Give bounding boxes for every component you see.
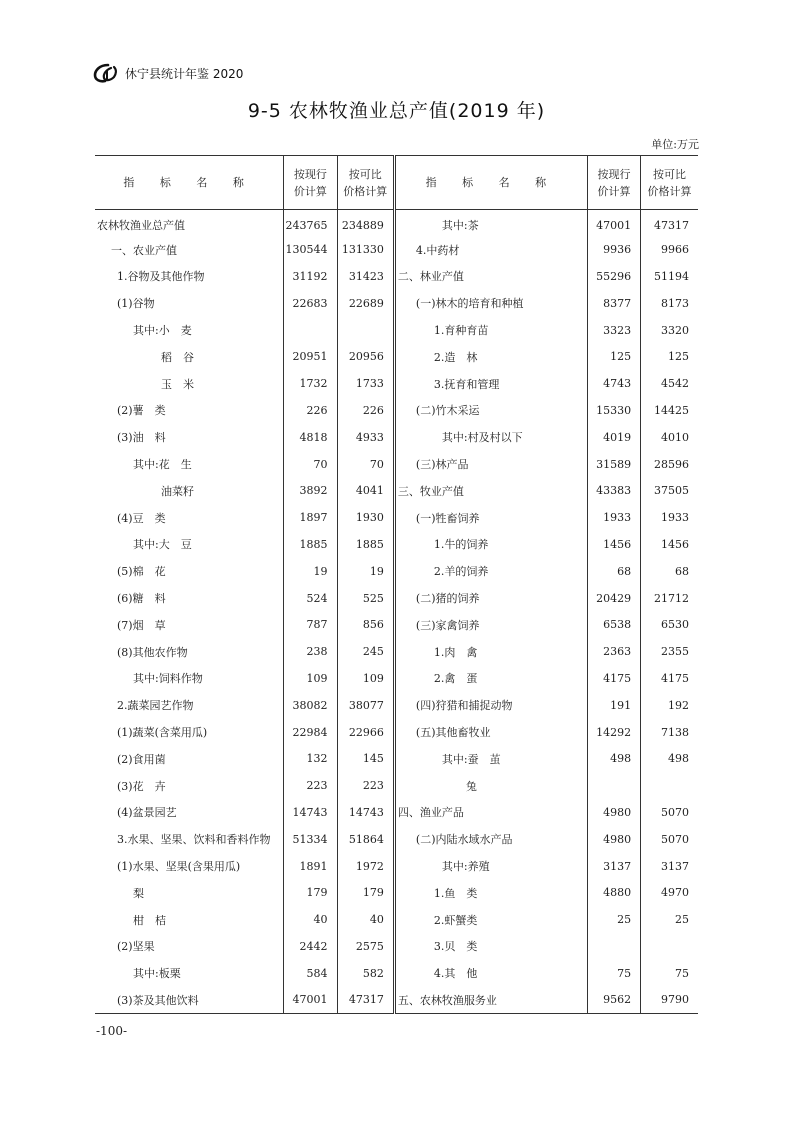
current-price-value: 238: [284, 638, 337, 665]
current-price-value: 1933: [587, 504, 640, 531]
comparable-price-value: 145: [337, 745, 394, 772]
table-row: [95, 745, 698, 772]
comparable-price-value: 1733: [337, 370, 394, 397]
current-price-value: 191: [587, 692, 640, 719]
current-price-value: 51334: [284, 826, 337, 853]
indicator-name: (五)其他畜牧业: [394, 719, 587, 746]
indicator-name: (1)谷物: [95, 290, 284, 317]
comparable-price-value: 234889: [337, 210, 394, 237]
comparable-price-value: 1885: [337, 531, 394, 558]
indicator-name: (3)花 卉: [95, 772, 284, 799]
current-price-value: 19: [284, 558, 337, 585]
current-price-value: 125: [587, 343, 640, 370]
comparable-price-value: 70: [337, 451, 394, 478]
current-price-value: 22683: [284, 290, 337, 317]
current-price-value: 1897: [284, 504, 337, 531]
comparable-price-value: 4175: [661, 671, 689, 685]
column-header-comparable-price: 按可比 价格计算: [641, 156, 698, 210]
comparable-price-value: 47317: [654, 218, 689, 232]
table-row: [95, 853, 698, 880]
current-price-value: 498: [587, 745, 640, 772]
indicator-name: 柑 桔: [95, 906, 284, 933]
indicator-name: (3)茶及其他饮料: [95, 987, 284, 1014]
current-price-value: 9936: [587, 236, 640, 263]
comparable-price-value: 3320: [661, 323, 689, 337]
current-price-value: 243765: [284, 210, 337, 237]
current-price-value: 4880: [587, 879, 640, 906]
current-price-value: 14743: [284, 799, 337, 826]
indicator-name: (4)盆景园艺: [95, 799, 284, 826]
indicator-name: 其中:村及村以下: [394, 424, 587, 451]
yearbook-logo-icon: [93, 62, 119, 84]
current-price-value: 4019: [587, 424, 640, 451]
current-price-value: 8377: [587, 290, 640, 317]
current-price-value: [587, 772, 640, 799]
comparable-price-value: 6530: [661, 618, 689, 632]
output-value-table: [95, 155, 698, 1014]
column-header-current-price: 按现行 价计算: [587, 156, 640, 210]
current-price-value: 22984: [284, 719, 337, 746]
comparable-price-value: 226: [337, 397, 394, 424]
comparable-price-value: 131330: [337, 236, 394, 263]
indicator-name: (4)豆 类: [95, 504, 284, 531]
table-row: [95, 611, 698, 638]
comparable-price-value: 1930: [337, 504, 394, 531]
table-row: [95, 290, 698, 317]
current-price-value: 132: [284, 745, 337, 772]
table-row: [95, 558, 698, 585]
table-row: [95, 451, 698, 478]
indicator-name: 兔: [394, 772, 587, 799]
comparable-price-value: 51864: [337, 826, 394, 853]
column-header-current-price: 按现行 价计算: [284, 156, 337, 210]
comparable-price-value: 28596: [654, 457, 689, 471]
indicator-name: 其中:小 麦: [95, 317, 284, 344]
table-row: [95, 638, 698, 665]
comparable-price-value: 179: [337, 879, 394, 906]
column-header-name: 指 标 名 称: [95, 156, 284, 210]
indicator-name: 1.育种育苗: [394, 317, 587, 344]
table-row: [95, 987, 698, 1014]
indicator-name: (二)内陆水域水产品: [394, 826, 587, 853]
comparable-price-value: 4970: [661, 886, 689, 900]
indicator-name: 梨: [95, 879, 284, 906]
indicator-name: 2.禽 蛋: [394, 665, 587, 692]
indicator-name: 1.鱼 类: [394, 879, 587, 906]
indicator-name: (2)坚果: [95, 933, 284, 960]
table-row: [95, 531, 698, 558]
comparable-price-value: 4041: [337, 477, 394, 504]
comparable-price-value: 192: [668, 698, 689, 712]
table-row: [95, 236, 698, 263]
indicator-name: 稻 谷: [95, 343, 284, 370]
indicator-name: 其中:茶: [394, 210, 587, 237]
comparable-price-value: [641, 933, 698, 960]
indicator-name: 农林牧渔业总产值: [95, 210, 284, 237]
table-row: [95, 665, 698, 692]
table-row: [95, 799, 698, 826]
current-price-value: 9562: [587, 987, 640, 1014]
comparable-price-value: 21712: [654, 591, 689, 605]
table-row: [95, 370, 698, 397]
page-number: -100-: [96, 1024, 128, 1038]
page-header: [93, 62, 243, 84]
indicator-name: (二)竹木采运: [394, 397, 587, 424]
current-price-value: 1732: [284, 370, 337, 397]
comparable-price-value: 2355: [661, 645, 689, 659]
current-price-value: 43383: [587, 477, 640, 504]
indicator-name: (1)水果、坚果(含果用瓜): [95, 853, 284, 880]
current-price-value: 2363: [587, 638, 640, 665]
current-price-value: 4175: [587, 665, 640, 692]
table-row: [95, 692, 698, 719]
table-body: [95, 210, 698, 1014]
comparable-price-value: 125: [668, 350, 689, 364]
comparable-price-value: 9790: [641, 987, 698, 1014]
indicator-name: 其中:大 豆: [95, 531, 284, 558]
indicator-name: (5)棉 花: [95, 558, 284, 585]
current-price-value: 2442: [284, 933, 337, 960]
current-price-value: 14292: [587, 719, 640, 746]
current-price-value: 1456: [587, 531, 640, 558]
comparable-price-value: 7138: [661, 725, 689, 739]
current-price-value: 20429: [587, 585, 640, 612]
table-row: [95, 343, 698, 370]
comparable-price-value: 38077: [337, 692, 394, 719]
comparable-price-value: [641, 772, 698, 799]
current-price-value: 130544: [284, 236, 337, 263]
indicator-name: (2)食用菌: [95, 745, 284, 772]
indicator-name: 其中:饲料作物: [95, 665, 284, 692]
current-price-value: [587, 933, 640, 960]
current-price-value: 1885: [284, 531, 337, 558]
table-header-row: [95, 156, 698, 210]
indicator-name: 三、牧业产值: [394, 477, 587, 504]
comparable-price-value: 20956: [337, 343, 394, 370]
comparable-price-value: 582: [337, 960, 394, 987]
table-row: [95, 263, 698, 290]
current-price-value: 4980: [587, 799, 640, 826]
comparable-price-value: 37505: [654, 484, 689, 498]
indicator-name: (3)油 料: [95, 424, 284, 451]
current-price-value: 40: [284, 906, 337, 933]
current-price-value: 109: [284, 665, 337, 692]
current-price-value: 31589: [587, 451, 640, 478]
comparable-price-value: [337, 317, 394, 344]
comparable-price-value: 1972: [337, 853, 394, 880]
indicator-name: 2.虾蟹类: [394, 906, 587, 933]
comparable-price-value: 223: [337, 772, 394, 799]
table-row: [95, 504, 698, 531]
comparable-price-value: 22689: [337, 290, 394, 317]
indicator-name: 4.中药材: [394, 236, 587, 263]
current-price-value: 47001: [284, 987, 337, 1014]
comparable-price-value: 68: [675, 564, 689, 578]
comparable-price-value: 9966: [661, 243, 689, 257]
current-price-value: 75: [587, 960, 640, 987]
indicator-name: 玉 米: [95, 370, 284, 397]
comparable-price-value: 14425: [654, 403, 689, 417]
column-header-comparable-price: 按可比 价格计算: [337, 156, 394, 210]
comparable-price-value: 75: [675, 966, 689, 980]
indicator-name: 1.肉 禽: [394, 638, 587, 665]
current-price-value: 6538: [587, 611, 640, 638]
current-price-value: 4743: [587, 370, 640, 397]
indicator-name: (四)狩猎和捕捉动物: [394, 692, 587, 719]
table-row: [95, 906, 698, 933]
comparable-price-value: 25: [675, 913, 689, 927]
current-price-value: 4818: [284, 424, 337, 451]
indicator-name: 4.其 他: [394, 960, 587, 987]
current-price-value: 226: [284, 397, 337, 424]
current-price-value: 3323: [587, 317, 640, 344]
indicator-name: 其中:蚕 茧: [394, 745, 587, 772]
table-title: 9-5 农林牧渔业总产值(2019 年): [247, 100, 546, 122]
unit-label: 单位:万元: [651, 138, 699, 151]
indicator-name: (三)林产品: [394, 451, 587, 478]
current-price-value: [284, 317, 337, 344]
current-price-value: 70: [284, 451, 337, 478]
indicator-name: 其中:板栗: [95, 960, 284, 987]
indicator-name: 一、农业产值: [95, 236, 284, 263]
table-row: [95, 585, 698, 612]
comparable-price-value: 498: [668, 752, 689, 766]
current-price-value: 55296: [587, 263, 640, 290]
comparable-price-value: 5070: [661, 832, 689, 846]
table-row: [95, 317, 698, 344]
current-price-value: 584: [284, 960, 337, 987]
current-price-value: 25: [587, 906, 640, 933]
current-price-value: 31192: [284, 263, 337, 290]
indicator-name: (三)家禽饲养: [394, 611, 587, 638]
table-row: [95, 826, 698, 853]
comparable-price-value: 2575: [337, 933, 394, 960]
comparable-price-value: 31423: [337, 263, 394, 290]
table-row: [95, 477, 698, 504]
comparable-price-value: 47317: [337, 987, 394, 1014]
comparable-price-value: 8173: [661, 296, 689, 310]
indicator-name: 2.蔬菜园艺作物: [95, 692, 284, 719]
comparable-price-value: 40: [337, 906, 394, 933]
indicator-name: 四、渔业产品: [394, 799, 587, 826]
comparable-price-value: 4933: [337, 424, 394, 451]
comparable-price-value: 22966: [337, 719, 394, 746]
comparable-price-value: 5070: [661, 805, 689, 819]
comparable-price-value: 1933: [661, 511, 689, 525]
indicator-name: 3.水果、坚果、饮料和香料作物: [95, 826, 284, 853]
comparable-price-value: 3137: [661, 859, 689, 873]
table-row: [95, 719, 698, 746]
comparable-price-value: 14743: [337, 799, 394, 826]
current-price-value: 15330: [587, 397, 640, 424]
indicator-name: (8)其他农作物: [95, 638, 284, 665]
current-price-value: 3892: [284, 477, 337, 504]
table-row: [95, 879, 698, 906]
table-row: [95, 397, 698, 424]
comparable-price-value: 525: [337, 585, 394, 612]
yearbook-title: 休宁县统计年鉴 2020: [125, 66, 244, 81]
indicator-name: 3.抚育和管理: [394, 370, 587, 397]
indicator-name: (7)烟 草: [95, 611, 284, 638]
current-price-value: 47001: [587, 210, 640, 237]
indicator-name: 2.羊的饲养: [394, 558, 587, 585]
indicator-name: 3.贝 类: [394, 933, 587, 960]
indicator-name: 油菜籽: [95, 477, 284, 504]
comparable-price-value: 1456: [661, 537, 689, 551]
indicator-name: (一)林木的培育和种植: [394, 290, 587, 317]
indicator-name: 二、林业产值: [394, 263, 587, 290]
table-row: [95, 933, 698, 960]
indicator-name: 其中:花 生: [95, 451, 284, 478]
indicator-name: 其中:养殖: [394, 853, 587, 880]
column-header-name: 指 标 名 称: [394, 156, 587, 210]
current-price-value: 1891: [284, 853, 337, 880]
comparable-price-value: 19: [337, 558, 394, 585]
indicator-name: 1.牛的饲养: [394, 531, 587, 558]
comparable-price-value: 4542: [661, 377, 689, 391]
current-price-value: 38082: [284, 692, 337, 719]
indicator-name: (一)牲畜饲养: [394, 504, 587, 531]
table-row: [95, 960, 698, 987]
indicator-name: (1)蔬菜(含菜用瓜): [95, 719, 284, 746]
current-price-value: 787: [284, 611, 337, 638]
current-price-value: 223: [284, 772, 337, 799]
comparable-price-value: 856: [337, 611, 394, 638]
indicator-name: (6)糖 料: [95, 585, 284, 612]
current-price-value: 4980: [587, 826, 640, 853]
indicator-name: 1.谷物及其他作物: [95, 263, 284, 290]
indicator-name: (2)薯 类: [95, 397, 284, 424]
current-price-value: 20951: [284, 343, 337, 370]
comparable-price-value: 109: [337, 665, 394, 692]
indicator-name: (二)猪的饲养: [394, 585, 587, 612]
indicator-name: 五、农林牧渔服务业: [394, 987, 587, 1014]
current-price-value: 3137: [587, 853, 640, 880]
current-price-value: 179: [284, 879, 337, 906]
table-row: [95, 210, 698, 237]
comparable-price-value: 51194: [654, 269, 689, 283]
current-price-value: 68: [587, 558, 640, 585]
comparable-price-value: 4010: [661, 430, 689, 444]
table-row: [95, 772, 698, 799]
indicator-name: 2.造 林: [394, 343, 587, 370]
table-row: [95, 424, 698, 451]
comparable-price-value: 245: [337, 638, 394, 665]
current-price-value: 524: [284, 585, 337, 612]
